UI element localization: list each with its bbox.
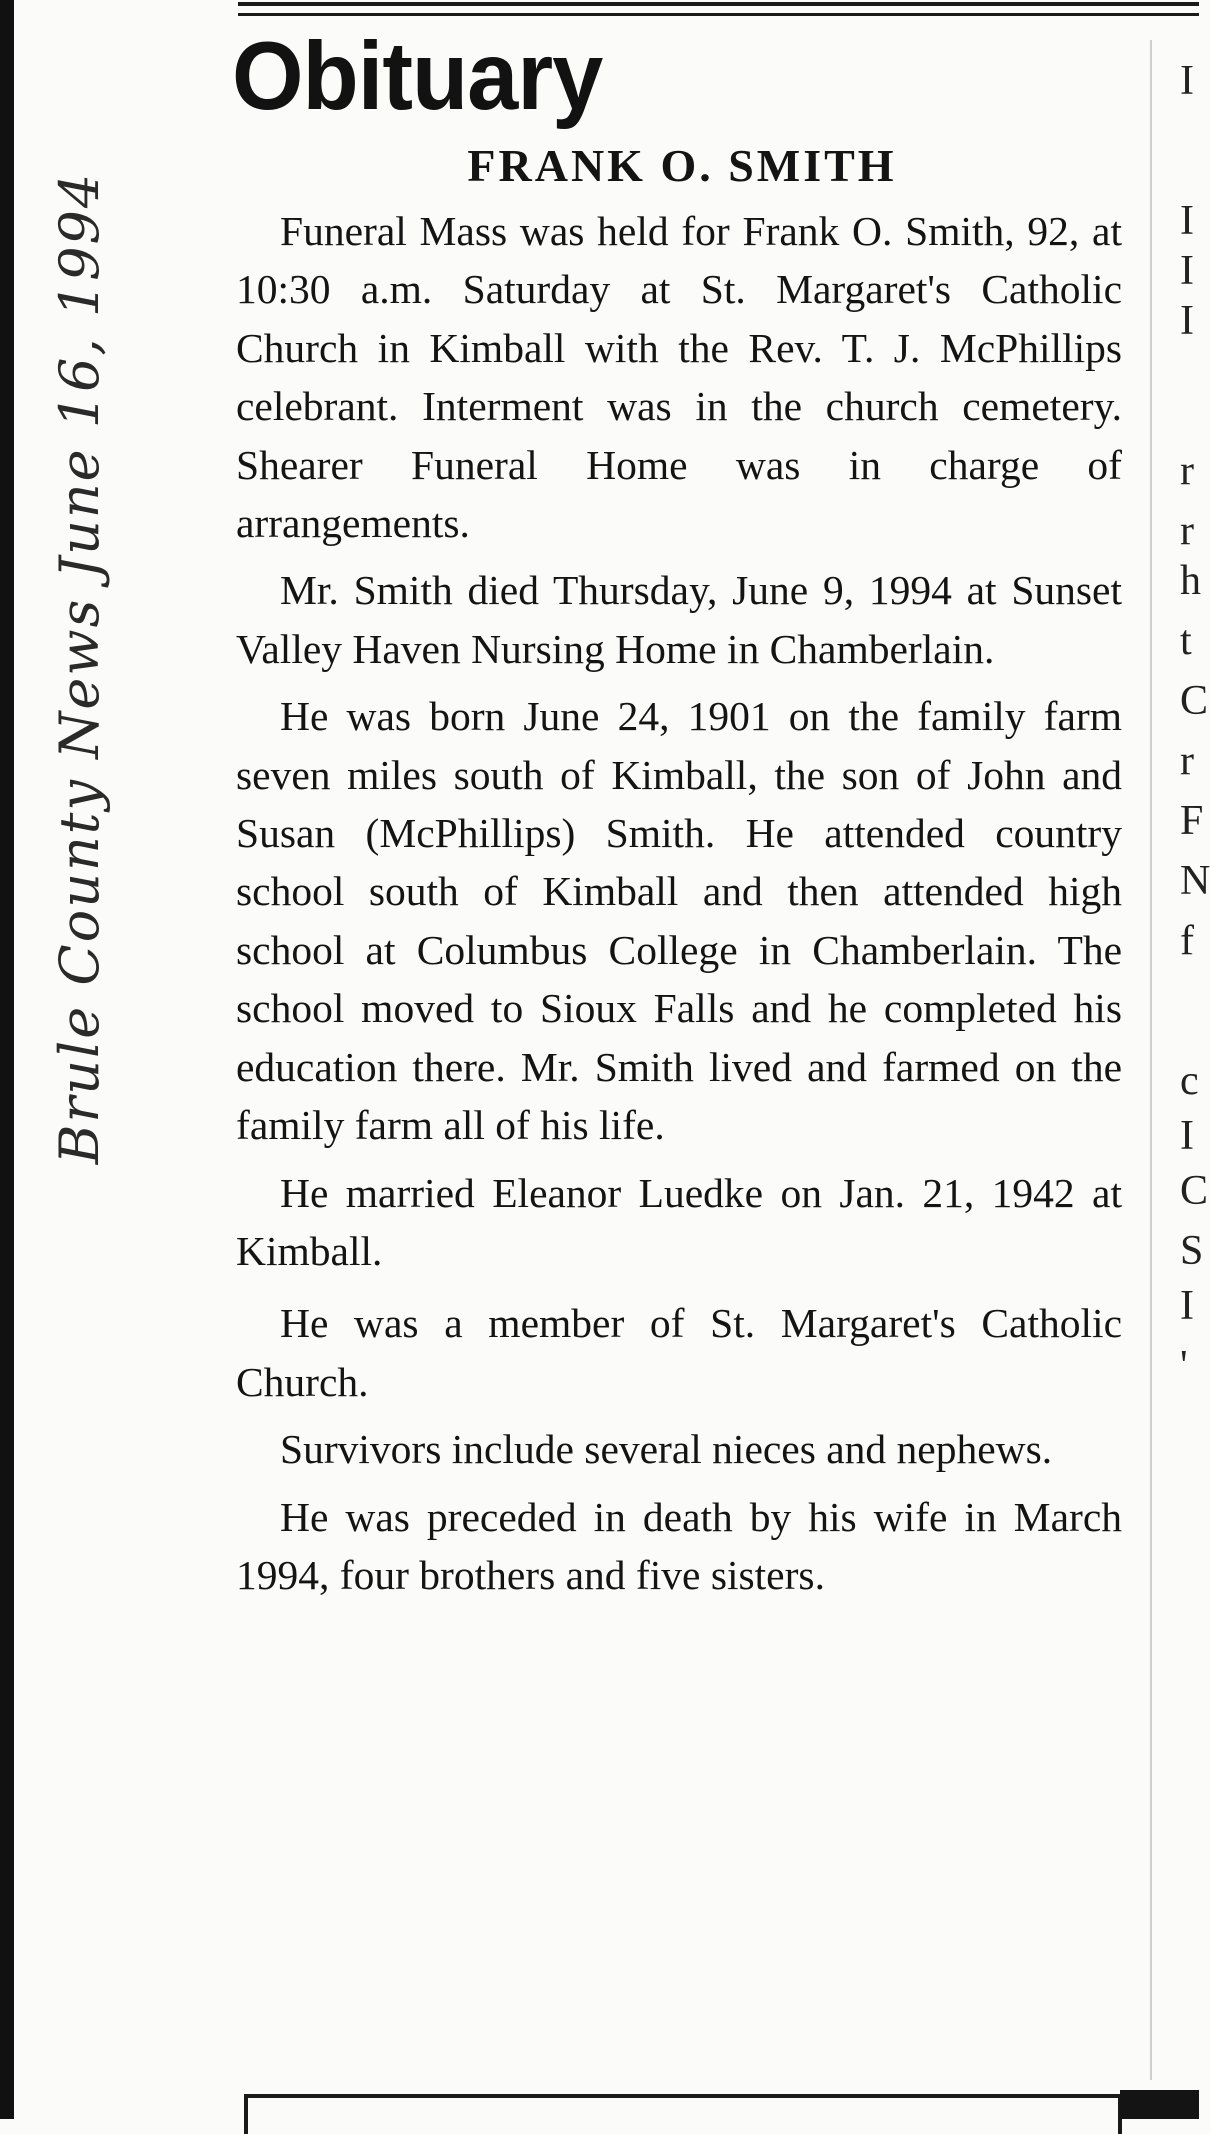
paragraph-biography: He was born June 24, 1901 on the family farm seven miles south of Kimball, the son of John and Susan (McPhillips) Smith. He attended country school south of Kimball and then attended high school at Columbus College in Chamberlain. The school moved to Sioux Falls and he completed his education there. Mr. Smith lived and farmed on the family farm all of his life. [236, 693, 1122, 1149]
obituary-headline: FRANK O. SMITH [467, 140, 897, 191]
top-rule [238, 2, 1199, 16]
scan-edge [0, 0, 14, 2119]
paragraph-preceded: He was preceded in death by his wife in March 1994, four brothers and five sisters. [236, 1493, 1122, 1598]
adjacent-column-fragment: I I I I r r h t C r F N f c I C S I ' [1180, 58, 1210, 1389]
section-masthead: Obituary [232, 22, 603, 131]
paragraph-survivors: Survivors include several nieces and nephews. [280, 1426, 1053, 1473]
scan-edge-bottom [1120, 2090, 1199, 2119]
column-divider [1150, 40, 1152, 2080]
paragraph-membership: He was a member of St. Margaret's Catholic Church. [236, 1300, 1122, 1405]
paragraph-death: Mr. Smith died Thursday, June 9, 1994 at Sunset Valley Haven Nursing Home in Chamberlain. [236, 567, 1122, 672]
paragraph-funeral: Funeral Mass was held for Frank O. Smith, 92, at 10:30 a.m. Saturday at St. Margaret's Catholic Church in Kimball with the Rev. T. J. McPhillips celebrant. Interment was in the church cemetery. Shearer Funeral Home was in charge of arrangements. [236, 208, 1122, 547]
bottom-box-edge [244, 2094, 1122, 2134]
paragraph-marriage: He married Eleanor Luedke on Jan. 21, 1942 at Kimball. [236, 1169, 1122, 1274]
handwritten-note: Brule County News June 16, 1994 [48, 171, 111, 1165]
obituary-body [236, 202, 1122, 1613]
